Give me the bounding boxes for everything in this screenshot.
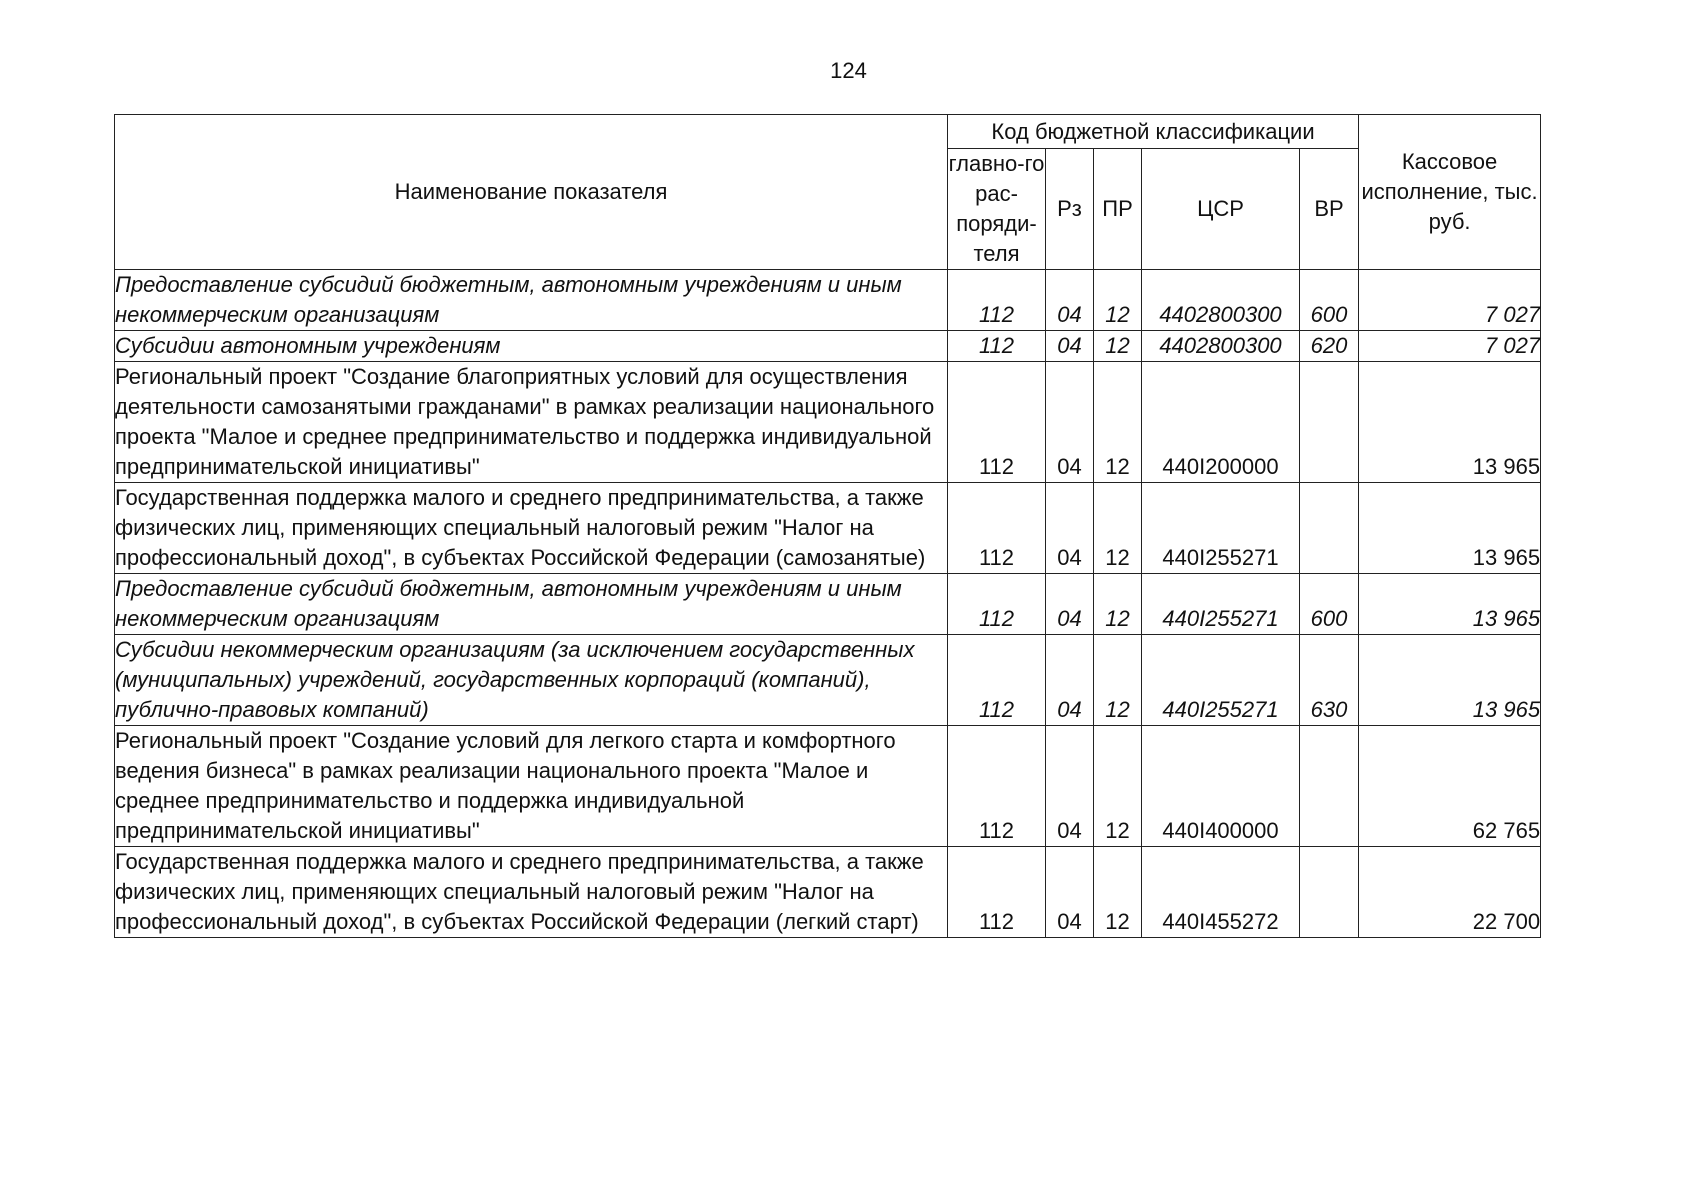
vr-code — [1300, 362, 1359, 483]
indicator-name: Предоставление субсидий бюджетным, автономным учреждениям и иным некоммерческим организациям — [115, 574, 948, 635]
table-row — [115, 726, 1541, 847]
main-administrator-code: 112 — [948, 331, 1046, 362]
cash-execution-amount: 62 765 — [1359, 726, 1541, 847]
csr-code: 4402800300 — [1142, 270, 1300, 331]
header-pr: ПР — [1094, 149, 1142, 270]
indicator-name: Предоставление субсидий бюджетным, автономным учреждениям и иным некоммерческим организациям — [115, 270, 948, 331]
cash-execution-amount: 13 965 — [1359, 574, 1541, 635]
cash-execution-amount: 7 027 — [1359, 331, 1541, 362]
pr-code: 12 — [1094, 847, 1142, 938]
csr-code: 440I455272 — [1142, 847, 1300, 938]
table-row — [115, 362, 1541, 483]
main-administrator-code: 112 — [948, 270, 1046, 331]
rz-code: 04 — [1046, 726, 1094, 847]
table-header — [115, 115, 1541, 270]
pr-code: 12 — [1094, 635, 1142, 726]
rz-code: 04 — [1046, 331, 1094, 362]
csr-code: 440I255271 — [1142, 574, 1300, 635]
header-name: Наименование показателя — [115, 115, 948, 270]
rz-code: 04 — [1046, 847, 1094, 938]
table-row — [115, 574, 1541, 635]
header-main-administrator: главно-го рас-поряди-теля — [948, 149, 1046, 270]
rz-code: 04 — [1046, 362, 1094, 483]
indicator-name: Субсидии автономным учреждениям — [115, 331, 948, 362]
csr-code: 440I255271 — [1142, 483, 1300, 574]
table-body — [115, 270, 1541, 938]
pr-code: 12 — [1094, 726, 1142, 847]
budget-table — [114, 114, 1541, 938]
header-vr: ВР — [1300, 149, 1359, 270]
main-administrator-code: 112 — [948, 847, 1046, 938]
csr-code: 440I200000 — [1142, 362, 1300, 483]
cash-execution-amount: 13 965 — [1359, 483, 1541, 574]
csr-code: 4402800300 — [1142, 331, 1300, 362]
table-row — [115, 331, 1541, 362]
vr-code: 600 — [1300, 574, 1359, 635]
vr-code: 620 — [1300, 331, 1359, 362]
main-administrator-code: 112 — [948, 574, 1046, 635]
cash-execution-amount: 13 965 — [1359, 362, 1541, 483]
table-row — [115, 270, 1541, 331]
main-administrator-code: 112 — [948, 362, 1046, 483]
main-administrator-code: 112 — [948, 726, 1046, 847]
rz-code: 04 — [1046, 574, 1094, 635]
table-row — [115, 847, 1541, 938]
rz-code: 04 — [1046, 270, 1094, 331]
main-administrator-code: 112 — [948, 483, 1046, 574]
indicator-name: Региональный проект "Создание благоприятных условий для осуществления деятельности самозанятыми гражданами" в рамках реализации национального проекта "Малое и среднее предпринимательство и поддержка индивидуальной предпринимательской инициативы" — [115, 362, 948, 483]
indicator-name: Государственная поддержка малого и среднего предпринимательства, а также физических лиц, применяющих специальный налоговый режим "Налог на профессиональный доход", в субъектах Российской Федерации (легкий старт) — [115, 847, 948, 938]
vr-code — [1300, 483, 1359, 574]
header-budget-classification-code: Код бюджетной классификации — [948, 115, 1359, 149]
pr-code: 12 — [1094, 331, 1142, 362]
header-cash-execution: Кассовое исполнение, тыс. руб. — [1359, 115, 1541, 270]
table-row — [115, 635, 1541, 726]
pr-code: 12 — [1094, 574, 1142, 635]
pr-code: 12 — [1094, 270, 1142, 331]
pr-code: 12 — [1094, 483, 1142, 574]
page-number: 124 — [830, 58, 867, 83]
main-administrator-code: 112 — [948, 635, 1046, 726]
vr-code: 600 — [1300, 270, 1359, 331]
rz-code: 04 — [1046, 635, 1094, 726]
csr-code: 440I255271 — [1142, 635, 1300, 726]
csr-code: 440I400000 — [1142, 726, 1300, 847]
header-rz: Рз — [1046, 149, 1094, 270]
indicator-name: Субсидии некоммерческим организациям (за исключением государственных (муниципальных) учреждений, государственных корпораций (компаний), публично-правовых компаний) — [115, 635, 948, 726]
cash-execution-amount: 7 027 — [1359, 270, 1541, 331]
vr-code — [1300, 847, 1359, 938]
table-row — [115, 483, 1541, 574]
indicator-name: Региональный проект "Создание условий для легкого старта и комфортного ведения бизнеса" в рамках реализации национального проекта "Малое и среднее предпринимательство и поддержка индивидуальной предпринимательской инициативы" — [115, 726, 948, 847]
rz-code: 04 — [1046, 483, 1094, 574]
vr-code: 630 — [1300, 635, 1359, 726]
cash-execution-amount: 13 965 — [1359, 635, 1541, 726]
pr-code: 12 — [1094, 362, 1142, 483]
indicator-name: Государственная поддержка малого и среднего предпринимательства, а также физических лиц, применяющих специальный налоговый режим "Налог на профессиональный доход", в субъектах Российской Федерации (самозанятые) — [115, 483, 948, 574]
vr-code — [1300, 726, 1359, 847]
header-csr: ЦСР — [1142, 149, 1300, 270]
cash-execution-amount: 22 700 — [1359, 847, 1541, 938]
